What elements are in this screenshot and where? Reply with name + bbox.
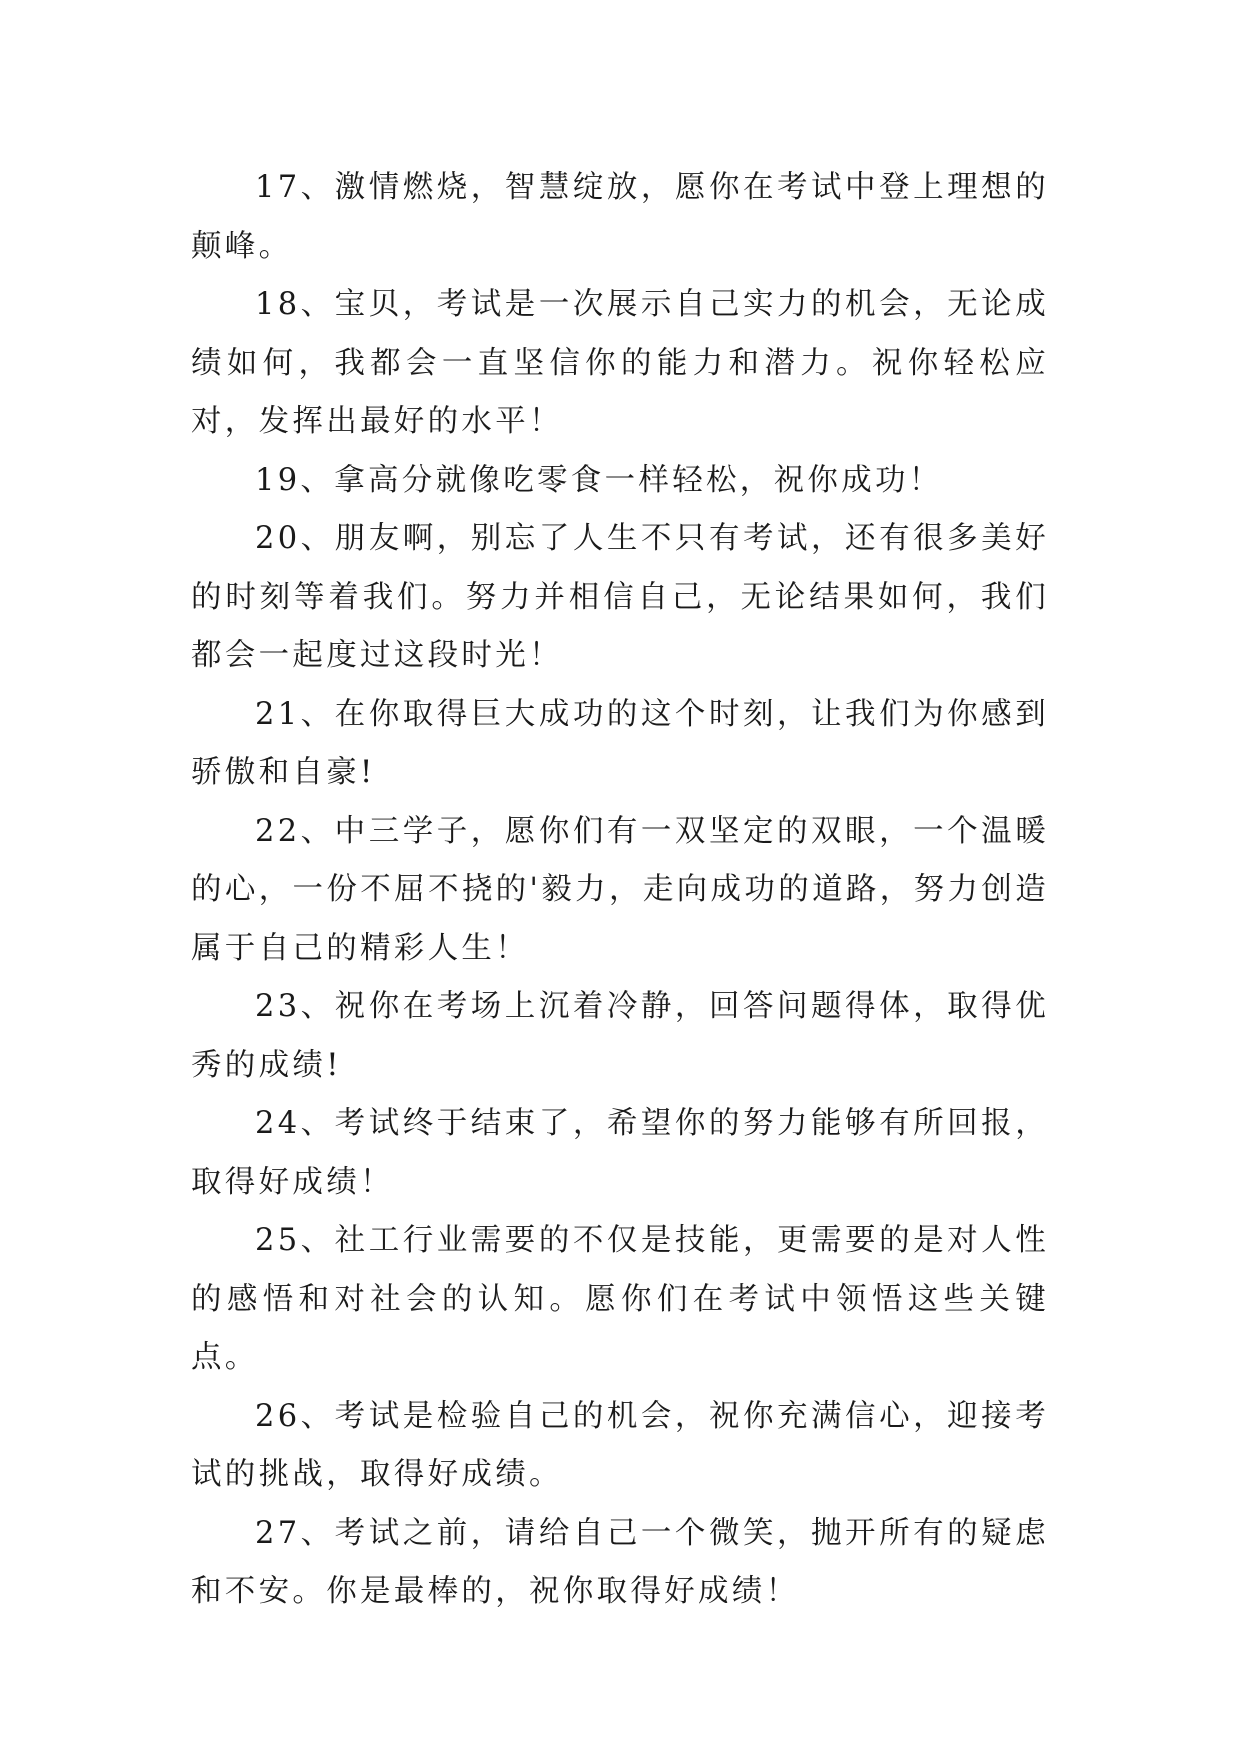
document-body: [191, 159, 1049, 1622]
paragraph-17: 17、激情燃烧，智慧绽放，愿你在考试中登上理想的颠峰。: [191, 170, 1049, 264]
paragraph-23: 23、祝你在考场上沉着冷静，回答问题得体，取得优秀的成绩!: [191, 989, 1049, 1083]
paragraph-25: 25、社工行业需要的不仅是技能，更需要的是对人性的感悟和对社会的认知。愿你们在考试中领悟这些关键点。: [191, 1223, 1049, 1375]
paragraph-20: 20、朋友啊，别忘了人生不只有考试，还有很多美好的时刻等着我们。努力并相信自己，无论结果如何，我们都会一起度过这段时光！: [191, 521, 1049, 673]
paragraph-21: 21、在你取得巨大成功的这个时刻，让我们为你感到骄傲和自豪!: [191, 696, 1049, 790]
paragraph-22: 22、中三学子，愿你们有一双坚定的双眼，一个温暖的心，一份不屈不挠的'毅力，走向成功的道路，努力创造属于自己的精彩人生！: [191, 813, 1049, 966]
paragraph-18: 18、宝贝，考试是一次展示自己实力的机会，无论成绩如何，我都会一直坚信你的能力和潜力。祝你轻松应对，发挥出最好的水平！: [191, 287, 1049, 439]
paragraph-19: 19、拿高分就像吃零食一样轻松，祝你成功！: [255, 462, 943, 498]
paragraph-24: 24、考试终于结束了，希望你的努力能够有所回报，取得好成绩！: [191, 1106, 1049, 1200]
paragraph-27: 27、考试之前，请给自己一个微笑，抛开所有的疑虑和不安。你是最棒的，祝你取得好成绩！: [191, 1515, 1049, 1609]
paragraph-26: 26、考试是检验自己的机会，祝你充满信心，迎接考试的挑战，取得好成绩。: [191, 1398, 1049, 1492]
